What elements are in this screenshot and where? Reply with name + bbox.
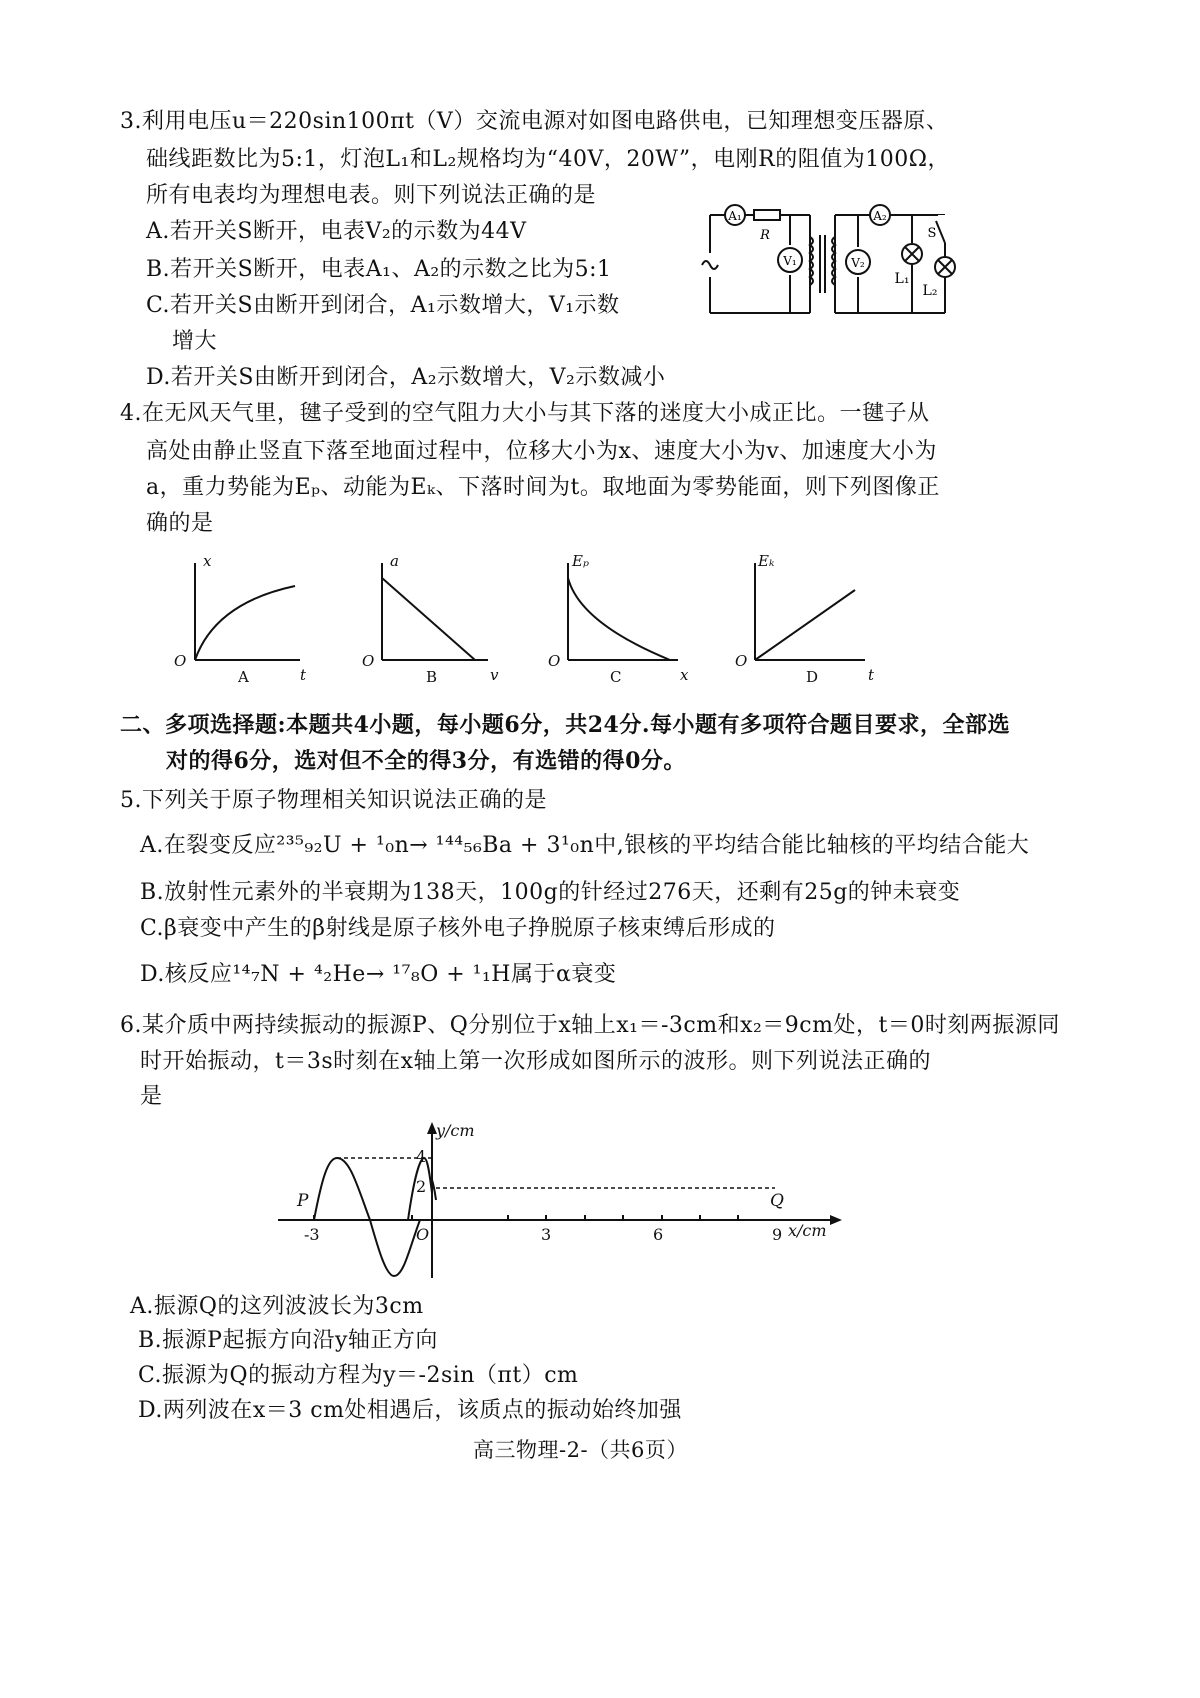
resistor-icon — [754, 210, 780, 243]
graph-b — [362, 552, 499, 686]
resistor-label: R — [760, 228, 770, 243]
wave-tick-x-9: 9 — [772, 1225, 783, 1244]
q6-stem-line-2: 时开始振动，t＝3s时刻在x轴上第一次形成如图所示的波形。则下列说法正确的 — [140, 1049, 932, 1074]
graph-a-curve — [195, 586, 295, 660]
ammeter-a1-icon — [725, 205, 745, 225]
x-axis-arrow-icon — [830, 1215, 842, 1225]
q4-stem-line-2: 高处由静止竖直下落至地面过程中，位移大小为x、速度大小为v、加速度大小为 — [146, 439, 937, 464]
graph-a-caption: A — [238, 668, 249, 686]
q6-option-d: D.两列波在x＝3 cm处相遇后，该质点的振动始终加强 — [138, 1398, 682, 1423]
q3-stem-line-3: 所有电表均为理想电表。则下列说法正确的是 — [146, 183, 597, 208]
section2-heading-line-1: 二、多项选择题:本题共4小题，每小题6分，共24分.每小题有多项符合题目要求，全部选 — [120, 712, 1011, 738]
lamp-l1-icon — [895, 244, 922, 287]
q4-stem-line-4: 确的是 — [146, 511, 214, 536]
wave-tick-y-2: 2 — [416, 1177, 427, 1196]
graph-d-origin: O — [735, 652, 748, 670]
q6-option-b: B.振源P起振方向沿y轴正方向 — [138, 1328, 438, 1353]
q3-option-d: D.若开关S由断开到闭合，A₂示数增大，V₂示数减小 — [146, 365, 666, 390]
switch-s-icon — [928, 215, 952, 243]
graph-d-line — [755, 590, 855, 660]
voltmeter-v1-icon — [778, 248, 802, 272]
q3-stem-line-2: 础线距数比为5:1，灯泡L₁和L₂规格均为“40V，20W”，电刚R的阻值为100Ω， — [146, 147, 950, 172]
q6-stem-line-3: 是 — [140, 1084, 163, 1109]
graph-d-xlabel: t — [868, 666, 875, 684]
q3-stem-line-1: 3.利用电压u＝220sin100πt（V）交流电源对如图电路供电，已知理想变压器原、 — [120, 109, 949, 134]
section2-heading-line-2: 对的得6分，选对但不全的得3分，有选错的得0分。 — [166, 748, 686, 774]
q6-option-c: C.振源为Q的振动方程为y＝-2sin（πt）cm — [138, 1363, 579, 1388]
q4-stem-line-3: a，重力势能为Eₚ、动能为Eₖ、下落时间为t。取地面为零势能面，则下列图像正 — [146, 475, 940, 500]
graph-a — [174, 552, 307, 686]
graph-b-line — [382, 578, 475, 660]
lamp-l2-label: L₂ — [922, 283, 938, 299]
q5-option-b: B.放射性元素外的半衰期为138天，100g的针经过276天，还剩有25g的钟未衰变 — [140, 880, 961, 905]
q4-stem-line-1: 4.在无风天气里，毽子受到的空气阻力大小与其下落的迷度大小成正比。一毽子从 — [120, 401, 930, 426]
graph-d-caption: D — [806, 668, 819, 686]
wave-figure — [270, 1118, 850, 1288]
wave-source-q: Q — [770, 1191, 784, 1211]
secondary-coil-icon — [832, 237, 835, 285]
graph-b-caption: B — [426, 668, 438, 686]
q3-option-b: B.若开关S断开，电表A₁、A₂的示数之比为5:1 — [146, 257, 612, 282]
graph-d-ylabel: Eₖ — [758, 552, 775, 570]
graph-c-caption: C — [610, 668, 622, 686]
lamp-l2-icon — [923, 257, 955, 299]
voltmeter-v2-icon — [846, 250, 870, 274]
wave-tick-y-4: 4 — [416, 1147, 427, 1166]
q4-graphs — [160, 548, 880, 688]
page-footer: 高三物理-2-（共6页） — [473, 1438, 688, 1462]
voltmeter-v2-label: V₂ — [851, 256, 865, 270]
graph-c-ylabel: Eₚ — [572, 552, 589, 570]
q5-option-a: A.在裂变反应²³⁵₉₂U + ¹₀n→ ¹⁴⁴₅₆Ba + 3¹₀n中,银核的平均结合能比轴核的平均结合能大 — [140, 833, 1030, 858]
q5-option-c: C.β衰变中产生的β射线是原子核外电子挣脱原子核束缚后形成的 — [140, 916, 776, 941]
graph-c-origin: O — [548, 652, 561, 670]
voltmeter-v1-label: V₁ — [783, 254, 797, 268]
circuit-diagram — [690, 195, 960, 325]
switch-s-label: S — [927, 226, 937, 241]
graph-a-origin: O — [174, 652, 187, 670]
graph-b-xlabel: v — [490, 666, 499, 684]
wave-xlabel: x/cm — [788, 1221, 827, 1240]
q5-stem: 5.下列关于原子物理相关知识说法正确的是 — [120, 788, 547, 813]
ammeter-a2-label: A₂ — [873, 209, 887, 223]
graph-d — [735, 552, 875, 686]
primary-coil-icon — [810, 237, 813, 285]
wave-tick-x-6: 6 — [653, 1225, 664, 1244]
q3-option-c: C.若开关S由断开到闭合，A₁示数增大，V₁示数 — [146, 293, 620, 318]
wave-p-curve — [314, 1158, 420, 1276]
graph-b-ylabel: a — [390, 552, 399, 570]
graph-b-origin: O — [362, 652, 375, 670]
ammeter-a1-label: A₁ — [728, 209, 742, 223]
graph-c-curve — [568, 578, 670, 660]
q3-option-c-cont: 增大 — [172, 329, 218, 354]
graph-c-xlabel: x — [680, 666, 689, 684]
ac-source-icon — [700, 255, 720, 275]
wave-tick-x-neg3: -3 — [304, 1225, 320, 1244]
ammeter-a2-icon — [870, 205, 890, 225]
q6-stem-line-1: 6.某介质中两持续振动的振源P、Q分别位于x轴上x₁＝-3cm和x₂＝9cm处，t＝0时刻两振源同 — [120, 1013, 1060, 1038]
q6-option-a: A.振源Q的这列波波长为3cm — [130, 1294, 424, 1319]
wave-origin: O — [416, 1225, 430, 1244]
q5-option-d: D.核反应¹⁴₇N + ⁴₂He→ ¹⁷₈O + ¹₁H属于α衰变 — [140, 962, 617, 987]
graph-c — [548, 552, 689, 686]
lamp-l1-label: L₁ — [894, 271, 910, 287]
graph-a-ylabel: x — [203, 552, 212, 570]
wave-ylabel: y/cm — [436, 1121, 475, 1140]
wave-source-p: P — [297, 1191, 309, 1211]
wave-tick-x-3: 3 — [541, 1225, 552, 1244]
graph-a-xlabel: t — [300, 666, 307, 684]
q3-option-a: A.若开关S断开，电表V₂的示数为44V — [146, 219, 527, 244]
